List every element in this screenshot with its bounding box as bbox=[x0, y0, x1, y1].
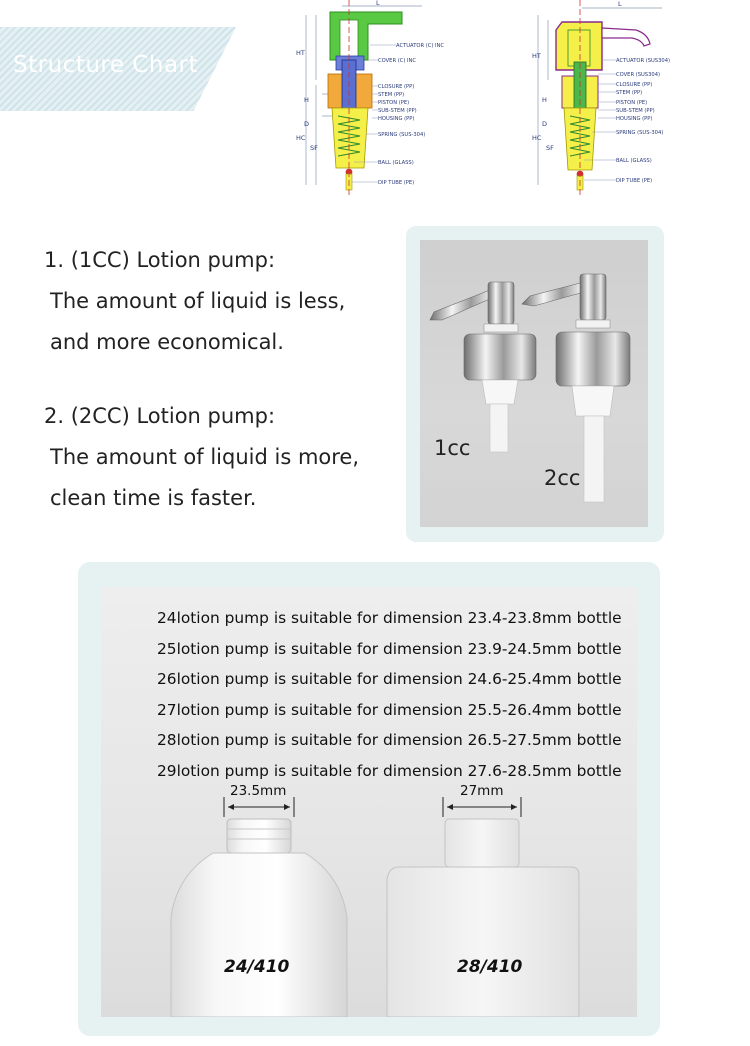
spec-item: 24lotion pump is suitable for dimension 23.4-23.8mm bottle bbox=[157, 609, 622, 627]
spec-item: 28lotion pump is suitable for dimension 26.5-27.5mm bottle bbox=[157, 731, 622, 749]
label-1cc: 1cc bbox=[434, 436, 471, 460]
diagram-right-label: BALL (GLASS) bbox=[616, 158, 652, 164]
feature-line: The amount of liquid is less, bbox=[50, 289, 346, 313]
diagram-right-label: HOUSING (PP) bbox=[616, 116, 653, 122]
diagram-right-label: DIP TUBE (PE) bbox=[616, 178, 653, 184]
spec-item: 26lotion pump is suitable for dimension 24.6-25.4mm bottle bbox=[157, 670, 622, 688]
diagram-left-label: SUB-STEM (PP) bbox=[378, 108, 417, 114]
diagram-left-label: PISTON (PE) bbox=[378, 100, 410, 106]
spec-panel bbox=[101, 587, 637, 1017]
diagram-left-label: STEM (PP) bbox=[378, 92, 405, 98]
dim-H: H bbox=[542, 96, 547, 104]
bottle-dimension: 27mm bbox=[460, 783, 504, 799]
spec-item: 25lotion pump is suitable for dimension 23.9-24.5mm bottle bbox=[157, 639, 622, 658]
diagram-left-label: ACTUATOR (C) INC bbox=[396, 43, 445, 49]
dim-H: H bbox=[304, 96, 309, 104]
feature-line: The amount of liquid is more, bbox=[50, 445, 360, 469]
label-2cc: 2cc bbox=[544, 466, 581, 490]
diagram-right-label: CLOSURE (PP) bbox=[616, 82, 653, 88]
structure-diagram-left bbox=[292, 0, 452, 200]
feature-line: clean time is faster. bbox=[50, 486, 257, 510]
pump-photo bbox=[420, 240, 648, 527]
bottles-illustration bbox=[101, 783, 637, 1017]
diagram-right-label: STEM (PP) bbox=[616, 90, 643, 96]
dim-HT: HT bbox=[532, 52, 541, 60]
section-title: Structure Chart bbox=[13, 52, 199, 78]
diagram-right-label: ACTUATOR (SUS304) bbox=[616, 58, 671, 64]
dim-SF: SF bbox=[546, 144, 554, 152]
feature-1cc bbox=[44, 246, 394, 356]
diagram-right-label: SUB-STEM (PP) bbox=[616, 108, 655, 114]
bottle-size-label: 28/410 bbox=[457, 957, 523, 977]
bottle-dimension: 23.5mm bbox=[230, 783, 287, 799]
feature-line: and more economical. bbox=[50, 330, 284, 354]
feature-heading: 1. (1CC) Lotion pump: bbox=[44, 248, 276, 272]
diagram-right-label: PISTON (PE) bbox=[616, 100, 648, 106]
pump-photo-card bbox=[406, 226, 664, 542]
spec-card bbox=[78, 562, 660, 1036]
diagram-left-label: SPRING (SUS-304) bbox=[378, 132, 426, 138]
feature-heading: 2. (2CC) Lotion pump: bbox=[44, 404, 276, 428]
diagram-right-label: SPRING (SUS-304) bbox=[616, 130, 664, 136]
spec-list bbox=[157, 603, 622, 786]
dim-HT: HT bbox=[296, 49, 305, 57]
diagram-left-label: DIP TUBE (PE) bbox=[378, 180, 415, 186]
dim-SF: SF bbox=[310, 144, 318, 152]
dim-D: D bbox=[304, 120, 310, 128]
feature-2cc bbox=[44, 402, 394, 512]
dim-L: L bbox=[618, 0, 622, 8]
dim-HC: HC bbox=[296, 134, 306, 142]
spec-item: 29lotion pump is suitable for dimension 27.6-28.5mm bottle bbox=[157, 761, 622, 780]
diagram-left-label: COVER (C) INC bbox=[378, 58, 417, 64]
spec-item: 27lotion pump is suitable for dimension 25.5-26.4mm bottle bbox=[157, 700, 622, 719]
dim-D: D bbox=[542, 120, 548, 128]
diagram-right-label: COVER (SUS304) bbox=[616, 72, 661, 78]
structure-diagram-right bbox=[532, 0, 692, 200]
diagram-left-label: HOUSING (PP) bbox=[378, 116, 415, 122]
bottle-size-label: 24/410 bbox=[224, 957, 290, 977]
dim-HC: HC bbox=[532, 134, 542, 142]
diagram-left-label: BALL (GLASS) bbox=[378, 160, 414, 166]
diagram-left-label: CLOSURE (PP) bbox=[378, 84, 415, 90]
dim-L: L bbox=[376, 0, 380, 7]
